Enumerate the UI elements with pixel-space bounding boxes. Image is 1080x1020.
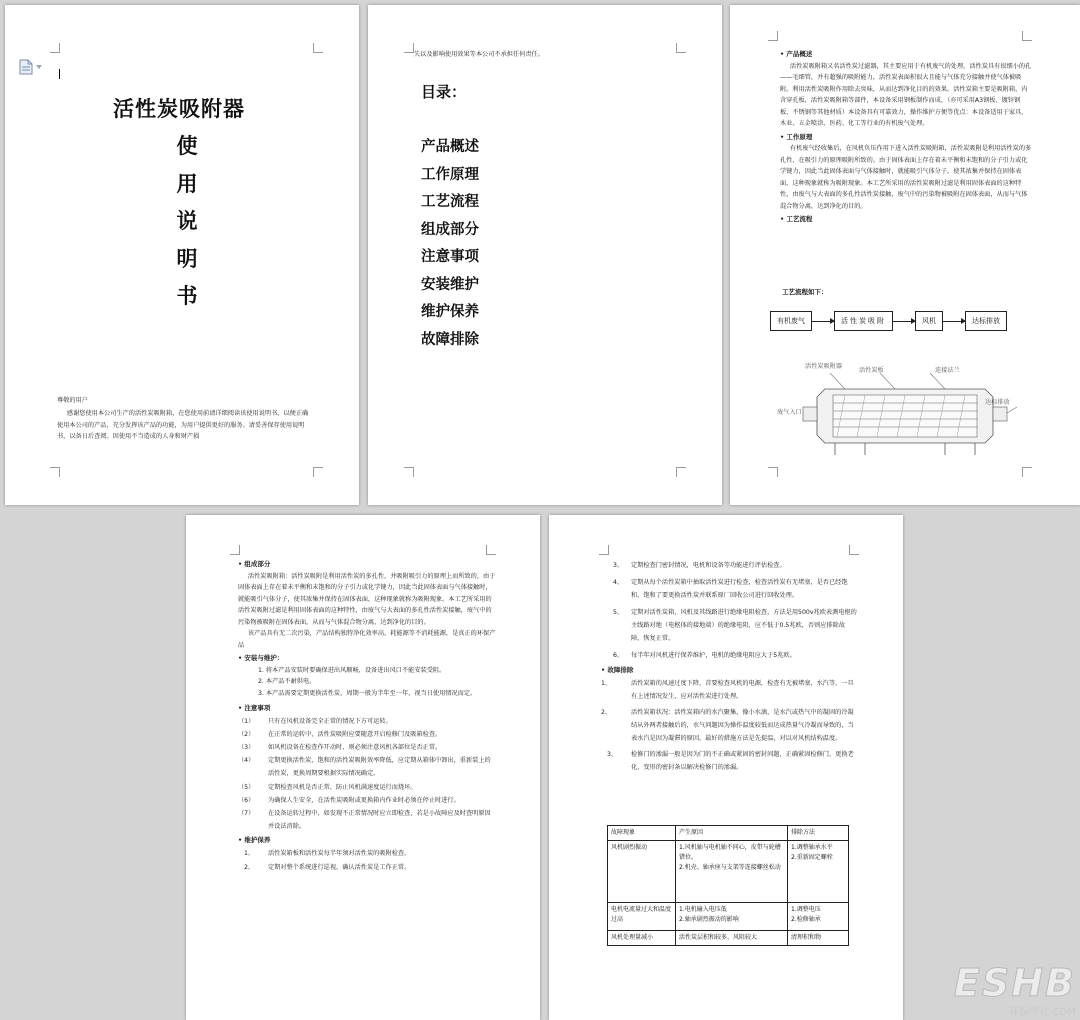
table-cell: 清理积和物 [788,931,849,946]
crop-mark [1022,467,1032,477]
heading-process: • 工艺流程 [780,215,813,223]
table-header: 排除方法 [788,826,849,841]
page3-body [780,47,1032,226]
watermark-logo: ESHB [953,961,1076,1005]
components-paragraph: 活性炭吸附箱：活性炭吸附是利用活性炭的多孔性，并吸附吸引力的原理上而所致的，由于固体表面上存在着未平衡和未饱和的分子引力或化学键力，因此当此固体表面与气体接触时，就能吸引气体分子，使其浓集并保持在固体表面，这种现象就称为吸附现象。本工艺所采用的活性炭吸附过滤是利用固体表面的这种特性，由废气与大表面的多孔性活性炭接触，废气中的污染物被吸附在固体表面，从而与气体混合物分离，达到净化的目的。 [238,572,496,626]
list-item: （2） 在正常的运转中，活性炭吸附应要随意开启检修门及吸箱检查。 [238,730,442,738]
list-item: 3、 定期检查门密封情况，电机和设备等功能进行评估检查。 [613,562,786,569]
list-item: （7） 在设备运转过程中，如发现不正常情况时应立即检查，若是小故障应及时查明原因并设法消除。 [238,809,491,831]
site-watermark [954,963,1076,1018]
crop-mark [599,545,609,555]
heading-principle: • 工作原理 [780,132,813,141]
crop-mark [768,31,778,41]
list-item: 1、 活性炭箱板和活性炭每半年须对活性炭的吸附检查。 [244,849,411,857]
heading-install: • 安装与维护： [238,654,284,662]
table-row [608,931,849,946]
table-row [608,903,849,931]
crop-mark [50,467,60,477]
equipment-diagram [777,355,1025,465]
crop-mark [676,43,686,53]
table-cell: 风机剧烈振动 [608,841,676,903]
crop-mark [486,545,496,555]
watermark-tagline: 环保学社·COM [1009,1007,1076,1018]
cover-title: 活性炭吸附器 [113,96,245,121]
toc-item[interactable]: 注意事项 [421,248,479,265]
text-cursor [59,69,60,79]
list-item: （5） 定期检查风机是否正常，防止风机满速度运行而烧坏。 [238,783,417,791]
components-paragraph-2: 该产品具有无二次污染，产品结构独特净化效率高，耗能源等不消耗能源，是真正的环保产品 [238,630,496,649]
table-cell: 1.调整电压 2.检修轴承 [788,903,849,931]
crop-mark [230,545,240,555]
diagram-label-carbon: 活性炭板 [859,367,884,374]
crop-mark [404,43,414,53]
intro-paragraph: 感谢您使用本公司生产的活性炭吸附箱，在您使用前请详细阅读该使用说明书，以便正确使用本公司的产品，充分发挥该产品的功能，为用户提供更好的服务。请妥善保存使用说明书，以备日后查阅。因使用不当造成的人身和财产损 [57,410,309,440]
diagram-label-flange: 连接法兰 [935,367,960,374]
list-item: 2、 定期对整个系统进行巡视，确认活性炭是工作正常。 [244,863,411,871]
list-item: 3、 检修门的渗漏一般是因为门的不正确或紧固的密封问题，正确紧固检修门，更换老化、变形的密封条以解决检修门的渗漏。 [607,750,854,771]
heading-components: • 组成部分 [238,560,271,568]
toc-title: 目录： [421,83,467,101]
arrow-right-icon [812,321,834,322]
table-header: 产生原因 [676,826,788,841]
list-item: 2、 活性炭箱状况：活性炭箱内的水汽聚集，像小水滴，是水汽或热气中的凝固的冷凝结从外两者接触后的，水气问题因为操作温度较低而达成热量气冷凝而导致的，当表水汽是因为凝滞的原因，最好的措施方法是先提温，对以对风机结构温度。 [601,708,854,742]
page-components [186,515,540,1020]
table-cell: 风机处理量减小 [608,931,676,946]
install-list [238,665,496,700]
list-item: （3） 如风机设备在检查作开动时，则必须注意风机各部位是否正常。 [238,743,442,751]
arrow-right-icon [893,321,915,322]
process-flowchart [770,311,1007,331]
list-item: （4） 定期更换活性炭，饱和的活性炭吸附效率降低，应定期从箱体中卸出，重新装上的活性炭，更换周期要根据实际情况确定。 [238,757,491,778]
page5-body [601,559,857,774]
maintenance-list [238,847,496,875]
crop-mark [50,43,60,53]
list-item: 1. 将本产品安装时要确保进出风顺畅，设备进出风口不能安装受阻。 [258,666,446,674]
table-cell: 电机电流量过大和温度过高 [608,903,676,931]
diagram-label-outlet: 达标排放 [985,399,1010,406]
heading-notes: • 注意事项 [238,704,271,712]
maintenance-list-cont [601,559,857,662]
crop-mark [313,467,323,477]
flow-step: 风机 [915,311,943,331]
toc-item[interactable]: 工艺流程 [421,193,479,210]
list-item: 3. 本产品需要定期更换活性炭，周期一般为半年至一年，视当日使用情况而定。 [258,689,477,697]
list-item: 5、 定期对活性炭箱，风机及其线路进行绝缘电阻检查，方法是用500v兆欧表测电枢的主线路对地（电枢体的接地端）的绝缘电阻，应不低于0.5兆欧，否则应排除故障，恢复正常。 [613,609,857,642]
list-item: （6） 为确保人生安全，在活性炭吸附或更换箱内作业时必须在停止时进行。 [238,796,460,804]
crop-mark [1022,31,1032,41]
table-cell: 1.调整轴承水平 2.重新固定螺栓 [788,841,849,903]
crop-mark [768,467,778,477]
page-cover [5,5,359,505]
notes-list [238,715,496,834]
flow-step: 活性炭吸附 [834,311,893,331]
toc-list [421,133,479,353]
diagram-label-inlet: 废气入口 [777,409,802,416]
page-toc [368,5,722,505]
toc-item[interactable]: 维护保养 [421,303,479,320]
crop-mark [313,43,323,53]
table-header: 故障现象 [608,826,676,841]
greeting: 尊敬的用户 [57,397,88,404]
flow-label: 工艺流程如下： [782,288,828,296]
list-item: 1、 活性炭箱的风速过度下降，首要检查风机的电源，检查有无被堵塞，水汽等，一旦有上述情况发生，应对活性炭进行处理。 [601,679,854,700]
arrow-right-icon [943,321,965,322]
trouble-list [601,677,857,774]
toc-item[interactable]: 安装维护 [421,275,479,293]
table-header-row [608,826,849,841]
diagram-label-box: 活性炭吸附器 [805,363,843,370]
heading-maintenance: • 维护保养 [238,836,271,845]
crop-mark [676,467,686,477]
continued-text: 失以及影响使用效果等本公司不承担任何责任。 [414,51,544,58]
toc-item[interactable]: 故障排除 [421,330,479,348]
chevron-down-icon [36,65,42,69]
crop-mark [404,467,414,477]
toc-item[interactable]: 工作原理 [421,165,479,183]
list-item: 4、 定期从每个活性炭箱中抽取活性炭进行检查，检查活性炭有无堵塞，是否已经饱和，饱和了要更换活性炭并联系原厂回收公司进行回收处理。 [613,579,848,599]
list-item: 6、 每半年对风机进行保养维护，电机的绝缘电阻应大于5兆欧。 [613,652,796,659]
document-icon[interactable] [19,59,42,75]
principle-paragraph: 有机废气经收集后，在风机负压作用下进入活性炭吸附箱，活性炭吸附是利用活性炭的多孔性，在吸引力的原理吸附所致的。由于固体表面上存在着未平衡和未饱和的分子引力或化学键力，因此当此固体表面与气体接触时，就能吸引气体分子，使其浓集并保持在固体表面，这种现象就称为吸附现象。本工艺所采用的活性炭吸附过滤是利用固体表面的这种特性，由废气与大表面的多孔性活性炭接触，废气中的污染物被吸附在固体表面，从而与气体混合物分离，达到净化的目的。 [780,145,1032,210]
page-troubleshooting [549,515,903,1020]
list-item: 2. 本产品不耐供电。 [258,678,316,685]
page-overview [730,5,1080,505]
heading-overview: • 产品概述 [780,50,813,58]
overview-paragraph: 活性炭吸附箱又名活性炭过滤器，其主要应用于有机废气的处理，活性炭具有很细小的孔——毛细管，并有超强的吸附能力，活性炭表面积很大且能与气体充分接触并使气体被吸附。利用活性炭吸附作用除去臭味，从而达到净化目的的效果。活性炭箱主要是吸附箱，内含穿孔板，活性炭吸附箱等部件，本设备采用钢板制作而成，（亦可采用A3钢板、镀锌钢板、不锈钢等其他材质）本设备具有可靠效力，操作维护方便等优点：本设备适用于家具、木业、五金喷涂、医药、化工等行业的有机废气处理。 [780,62,1032,127]
page4-body [238,557,496,875]
cover-subtitle: 使 用 说 明 书 [176,133,198,308]
list-item: （1） 只有在风机设备完全正常的情况下方可运转。 [238,717,392,725]
table-cell: 活性炭层积和较多、风阻较大 [676,931,788,946]
toc-item[interactable]: 产品概述 [421,138,479,155]
heading-trouble: • 故障排除 [601,666,634,674]
flow-step: 达标排放 [965,311,1007,331]
fault-table [607,825,849,946]
crop-mark [849,545,859,555]
toc-item[interactable]: 组成部分 [421,220,479,238]
flow-step: 有机废气 [770,311,812,331]
table-row [608,841,849,903]
table-cell: 1.电机输入电压低 2.轴承剧烈振动的影响 [676,903,788,931]
table-cell: 1.风机轴与电机轴不同心，皮带与轮槽错位。 2.机壳、轴承座与支架等连接螺丝松动 [676,841,788,903]
